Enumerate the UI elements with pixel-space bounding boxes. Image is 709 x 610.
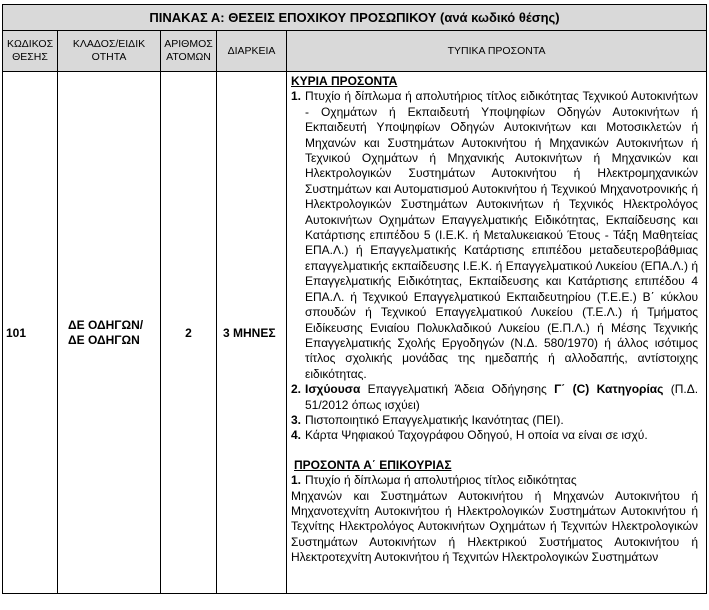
cell-duration: 3 ΜΗΝΕΣ bbox=[217, 72, 287, 594]
main-item-2-mid: Επαγγελματική Άδεια Οδήγησης bbox=[360, 382, 555, 397]
main-item-4 bbox=[291, 428, 698, 443]
header-code bbox=[3, 31, 58, 72]
main-item-4-num: 4. bbox=[291, 428, 302, 443]
cell-code: 101 bbox=[3, 72, 58, 594]
header-code-line1: ΚΩΔΙΚΟΣ bbox=[6, 38, 54, 50]
requirements-content bbox=[291, 74, 698, 593]
main-item-1 bbox=[291, 89, 698, 382]
cell-specialty-line2: ΔΕ ΟΔΗΓΩΝ bbox=[68, 332, 140, 347]
main-item-3 bbox=[291, 413, 698, 428]
header-code-line2: ΘΕΣΗΣ bbox=[12, 51, 48, 63]
header-count bbox=[161, 31, 217, 72]
main-item-1-text: Πτυχίο ή δίπλωμα ή απολυτήριος τίτλος ειδικότητας Τεχνικού Αυτοκινήτων - Οχημάτων ή Εκπαιδευτή Υποψηφίων Οδηγών Αυτοκινήτων ή Εκπαιδευτή Υποψηφίων Οδηγών Αυτοκινήτων και Μοτοσικλετών ή Μηχανών και Συστημάτων Αυτοκινήτου ή Μηχανικών Αυτοκινήτων ή Τεχνικού Οχημάτων ή Μηχανικής Αυτοκινήτων ή Μηχανικών και Ηλεκτρολογικών Συστημάτων Αυτοκινήτου ή Ηλεκτρομηχανικών Συστημάτων και Αυτοματισμού Αυτοκινήτου ή Τεχνικού Μηχανοτρονικής ή Ηλεκτρολογικών Συστημάτων Αυτοκινήτων ή Τεχνικός Ηλεκτρολόγος Αυτοκινήτων Οχημάτων Επαγγελματικής Ειδικότητας, Εκπαίδευσης και Κατάρτισης επιπέδου 5 (Ι.Ε.Κ. ή Μεταλυκειακού Έτους - Τάξη Μαθητείας ΕΠΑ.Λ.) ή Επαγγελματικής Κατάρτισης επιπέδου μεταδευτεροβάθμιας επαγγελματικής εκπαίδευσης Ι.Ε.Κ. ή Επαγγελματικού Λυκείου (ΕΠΑ.Λ.) ή Επαγγελματικής Ειδικότητας, Εκπαίδευσης και Κατάρτισης επιπέδου 4 ΕΠΑ.Λ. ή Τεχνικού Επαγγελματικού Εκπαιδευτηρίου (Τ.Ε.Ε.) Β΄ κύκλου σπουδών ή Τεχνικού Επαγγελματικού Λυκείου (Τ.Ε.Λ.) ή Τμήματος Ειδίκευσης Ενιαίου Πολυκλαδικού Λυκείου (Ε.Π.Λ.) ή Μέσης Τεχνικής Επαγγελματικής Σχολής Εργοδηγών (Ν.Δ. 580/1970) ή άλλος ισότιμος τίτλος σχολικής μονάδας της ημεδαπής ή αλλοδαπής, αντίστοιχης ειδικότητας. bbox=[305, 89, 699, 381]
cell-specialty bbox=[58, 72, 161, 594]
table-title: ΠΙΝΑΚΑΣ Α: ΘΕΣΕΙΣ ΕΠΟΧΙΚΟΥ ΠΡΟΣΩΠΙΚΟΥ (ανά κωδικό θέσης) bbox=[3, 5, 707, 31]
aux-continuation-text: Μηχανών και Συστημάτων Αυτοκινήτου ή Μηχανών Αυτοκινήτου ή Μηχανοτεχνίτη Αυτοκινήτου ή Ηλεκτρολογικών Συστημάτων Αυτοκινήτου ή Τεχνίτης Ηλεκτρολόγος Αυτοκινήτων Οχημάτων ή Τεχνιτών Ηλεκτρολογικών Συστημάτων Αυτοκινήτων ή Ηλεκτρικού Συστήματος Αυτοκινήτου ή Ηλεκτροτεχνίτη Αυτοκινήτου ή Τεχνιτών Ηλεκτρολογικών Συστημάτων bbox=[291, 488, 699, 565]
header-duration: ΔΙΑΡΚΕΙΑ bbox=[217, 31, 287, 72]
header-specialty bbox=[58, 31, 161, 72]
header-specialty-line2: ΟΤΗΤΑ bbox=[91, 51, 127, 63]
main-item-2-text bbox=[305, 382, 698, 413]
aux-qualifications-title: ΠΡΟΣΟΝΤΑ Α΄ ΕΠΙΚΟΥΡΙΑΣ bbox=[294, 457, 452, 472]
header-requirements: ΤΥΠΙΚΑ ΠΡΟΣΟΝΤΑ bbox=[287, 31, 707, 72]
main-item-4-text: Κάρτα Ψηφιακού Ταχογράφου Οδηγού, Η οποία να είναι σε ισχύ. bbox=[305, 428, 648, 443]
header-count-line1: ΑΡΙΘΜΟΣ bbox=[164, 38, 213, 50]
section-spacer bbox=[291, 444, 698, 458]
main-item-3-num: 3. bbox=[291, 412, 302, 427]
positions-table bbox=[2, 4, 707, 594]
main-item-2-num: 2. bbox=[291, 382, 302, 397]
main-item-2-bold-mid: Γ΄ (C) Κατηγορίας bbox=[554, 382, 664, 397]
header-count-line2: ΑΤΟΜΩΝ bbox=[166, 51, 211, 63]
aux-item-1-num: 1. bbox=[291, 473, 302, 488]
cell-count: 2 bbox=[161, 72, 217, 594]
main-qualifications-title: ΚΥΡΙΑ ΠΡΟΣΟΝΤΑ bbox=[291, 74, 398, 88]
aux-item-1-text: Πτυχίο ή δίπλωμα ή απολυτήριος τίτλος ειδικότητας bbox=[305, 473, 577, 488]
main-item-2-bold-start: Ισχύουσα bbox=[305, 382, 361, 397]
main-item-2 bbox=[291, 382, 698, 413]
aux-item-1 bbox=[291, 473, 698, 488]
cell-requirements bbox=[287, 72, 707, 594]
header-specialty-line1: ΚΛΑΔΟΣ/ΕΙΔΙΚ bbox=[72, 38, 146, 50]
main-item-1-num: 1. bbox=[291, 89, 302, 104]
main-item-2-end: (Π.Δ. 51/2012 όπως ισχύει) bbox=[305, 382, 699, 412]
cell-specialty-line1: ΔΕ ΟΔΗΓΩΝ/ bbox=[68, 317, 144, 332]
main-item-3-text: Πιστοποιητικό Επαγγελματικής Ικανότητας (ΠΕΙ). bbox=[305, 412, 564, 427]
